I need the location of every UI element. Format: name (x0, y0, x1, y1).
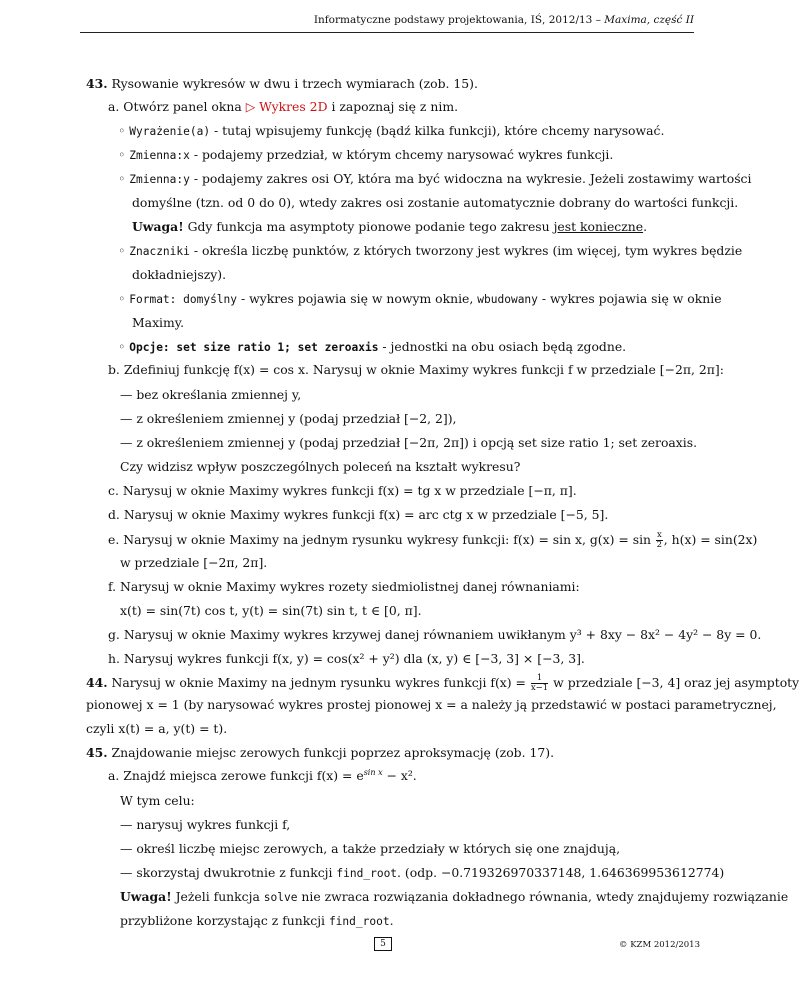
header-subtitle: Maxima, część II (604, 14, 694, 26)
ex43-b-dash-2: — z określeniem zmiennej y (podaj przedział [−2, 2]), (120, 411, 457, 426)
ex43-bullet-3: ◦ Zmienna:y - podajemy zakres osi OY, która ma być widoczna na wykresie. Jeżeli zostawimy wartości (118, 171, 752, 186)
ex43-h: h. Narysuj wykres funkcji f(x, y) = cos(x² + y²) dla (x, y) ∈ [−3, 3] × [−3, 3]. (108, 651, 585, 666)
ex45-warning-line2: przybliżone korzystając z funkcji find_root. (120, 913, 394, 928)
ex43-f: f. Narysuj w oknie Maximy wykres rozety siedmiolistnej danej równaniami: (108, 579, 580, 594)
ex43-bullet-3-warning: Uwaga! Gdy funkcja ma asymptoty pionowe podanie tego zakresu jest konieczne. (132, 219, 648, 234)
wykres-2d-link[interactable]: ▷ Wykres 2D (245, 99, 328, 114)
ex43-e: e. Narysuj w oknie Maximy na jednym rysunku wykresy funkcji: f(x) = sin x, g(x) = sin $\frac{x}{2}$ , h(x) = sin(2x) (108, 530, 758, 550)
ex43-bullet-5: ◦ Format: domyślny - wykres pojawia się w nowym oknie, wbudowany - wykres pojawia się w oknie (118, 291, 722, 306)
running-header (80, 14, 694, 32)
exercise-44-line2: pionowej x = 1 (by narysować wykres prostej pionowej x = a należy ją przedstawić w postaci parametrycznej, (86, 697, 777, 712)
ex43-f-line2: x(t) = sin(7t) cos t, y(t) = sin(7t) sin t, t ∈ [0, π]. (120, 603, 422, 618)
exercise-45-title: 45. Znajdowanie miejsc zerowych funkcji poprzez aproksymację (zob. 17). (86, 745, 555, 760)
exercise-43-title: 43. Rysowanie wykresów w dwu i trzech wymiarach (zob. 15). (86, 76, 478, 91)
ex43-g: g. Narysuj w oknie Maximy wykres krzywej danej równaniem uwikłanym y³ + 8xy − 8x² − 4y² − 8y = 0. (108, 627, 762, 642)
ex45-a: a. Znajdź miejsca zerowe funkcji $f(x) = e^{sin x} - x^2$. (108, 767, 417, 783)
header-rule (80, 32, 694, 33)
ex43-b: b. Zdefiniuj funkcję f(x) = cos x. Narysuj w oknie Maximy wykres funkcji f w przedziale [−2π, 2π]: (108, 362, 724, 377)
ex45-l1: W tym celu: (120, 793, 195, 808)
exercise-44-line3: czyli x(t) = a, y(t) = t). (86, 721, 228, 736)
page-number: 5 (374, 937, 392, 951)
fraction: $\frac{x}{2}$ (656, 530, 663, 550)
ex43-bullet-4-line2: dokładniejszy). (132, 267, 227, 282)
exercise-44: 44. Narysuj w oknie Maximy na jednym rysunku wykres funkcji f(x) = $\frac{1}{x-1}$ w przedziale [−3, 4] oraz jej asymptoty (86, 673, 799, 693)
header-title: Informatyczne podstawy projektowania, IŚ, 2012/13 – (313, 14, 605, 26)
ex43-bullet-2: ◦ Zmienna:x - podajemy przedział, w którym chcemy narysować wykres funkcji. (118, 147, 614, 162)
ex43-e-line2: w przedziale [−2π, 2π]. (120, 555, 268, 570)
ex43-bullet-4: ◦ Znaczniki - określa liczbę punktów, z których tworzony jest wykres (im więcej, tym wykres będzie (118, 243, 743, 258)
ex43-b-question: Czy widzisz wpływ poszczególnych poleceń na kształt wykresu? (120, 459, 521, 474)
ex43-d: d. Narysuj w oknie Maximy wykres funkcji f(x) = arc ctg x w przedziale [−5, 5]. (108, 507, 609, 522)
ex43-bullet-6: ◦ Opcje: set size ratio 1; set zeroaxis - jednostki na obu osiach będą zgodne. (118, 339, 627, 354)
ex43-a: a. Otwórz panel okna ▷ Wykres 2D i zapoznaj się z nim. (108, 99, 459, 114)
ex43-b-dash-1: — bez określania zmiennej y, (120, 387, 302, 402)
ex45-l2: — narysuj wykres funkcji f, (120, 817, 291, 832)
ex43-bullet-1: ◦ Wyrażenie(a) - tutaj wpisujemy funkcję (bądź kilka funkcji), które chcemy narysować. (118, 123, 665, 138)
ex43-c: c. Narysuj w oknie Maximy wykres funkcji f(x) = tg x w przedziale [−π, π]. (108, 483, 577, 498)
copyright: © KZM 2012/2013 (619, 940, 700, 950)
ex45-l4: — skorzystaj dwukrotnie z funkcji find_root. (odp. −0.719326970337148, 1.646369953612774) (120, 865, 725, 880)
ex43-bullet-3-line2: domyślne (tzn. od 0 do 0), wtedy zakres osi zostanie automatycznie dobrany do wartości funkcji. (132, 195, 739, 210)
ex43-bullet-5-line2: Maximy. (132, 315, 185, 330)
ex45-l3: — określ liczbę miejsc zerowych, a także przedziały w których się one znajdują, (120, 841, 621, 856)
ex45-warning: Uwaga! Jeżeli funkcja solve nie zwraca rozwiązania dokładnego równania, wtedy znajdujemy rozwiązanie (120, 889, 789, 904)
ex43-b-dash-3: — z określeniem zmiennej y (podaj przedział [−2π, 2π]) i opcją set size ratio 1; set zeroaxis. (120, 435, 698, 450)
